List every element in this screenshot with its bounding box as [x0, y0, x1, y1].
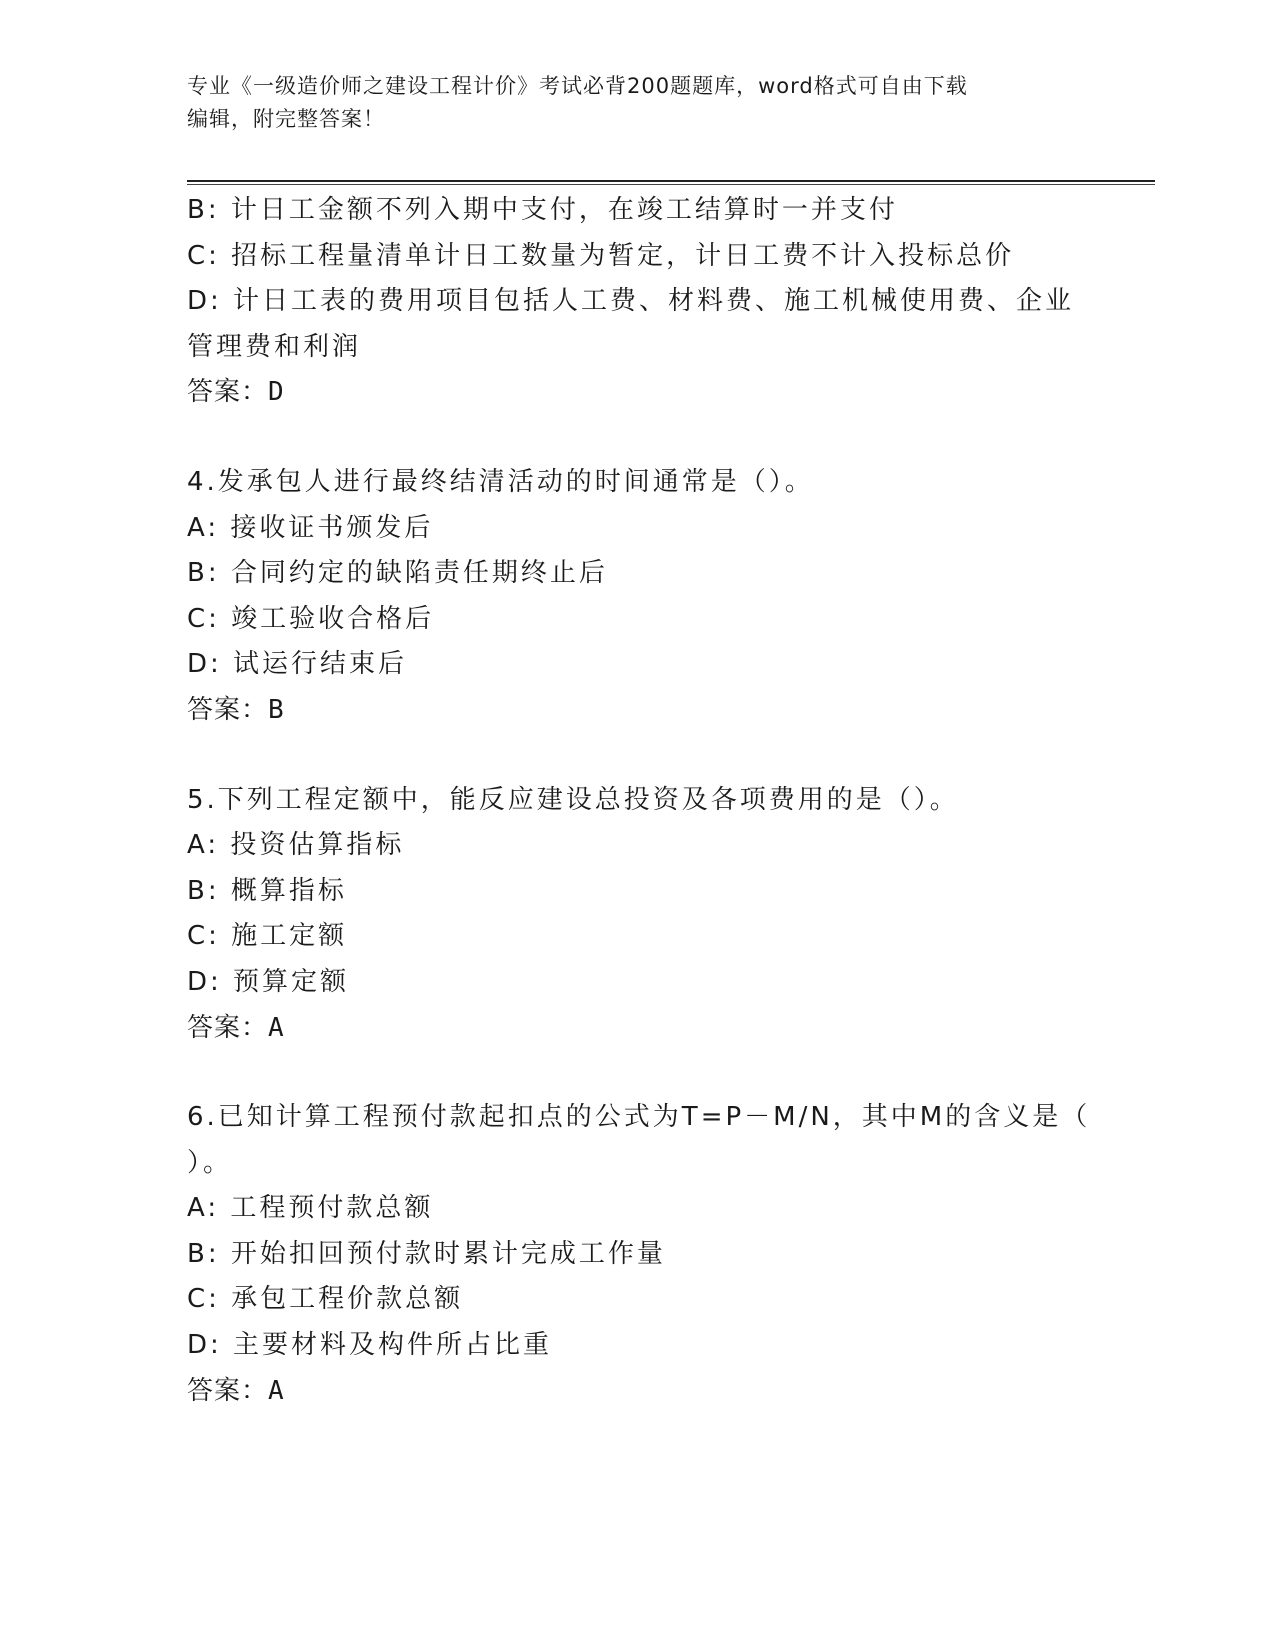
answer	[187, 1006, 1087, 1052]
header-divider-thin	[187, 184, 1155, 185]
option-b: B: 开始扣回预付款时累计完成工作量	[187, 1238, 666, 1269]
option-b: B: 计日工金额不列入期中支付，在竣工结算时一并支付	[187, 195, 898, 225]
option-d: D: 试运行结束后	[187, 649, 408, 680]
question-stem: 5.下列工程定额中，能反应建设总投资及各项费用的是（）。	[187, 784, 959, 815]
option-d-line-1: D: 计日工表的费用项目包括人工费、材料费、施工机械使用费、企业	[187, 286, 1075, 317]
question-content	[187, 188, 1091, 1414]
option-c: C: 承包工程价款总额	[187, 1284, 464, 1315]
option-a: A: 接收证书颁发后	[187, 512, 434, 543]
option-d: D: 预算定额	[187, 966, 350, 997]
option-c: C: 招标工程量清单计日工数量为暂定，计日工费不计入投标总价	[187, 240, 1015, 271]
answer-label: 答案：	[187, 1375, 269, 1406]
option-c: C: 施工定额	[187, 921, 348, 952]
option-a: A: 投资估算指标	[187, 830, 405, 861]
question-6	[187, 1095, 1091, 1414]
answer	[187, 1369, 1087, 1415]
question-stem: 4.发承包人进行最终结清活动的时间通常是（）。	[187, 466, 814, 497]
option-b: B: 概算指标	[187, 875, 347, 906]
answer-label: 答案：	[187, 694, 269, 725]
option-d: D: 主要材料及构件所占比重	[187, 1330, 553, 1361]
question-stem-line-1: 6.已知计算工程预付款起扣点的公式为T=P－M/N，其中M的含义是（	[187, 1102, 1091, 1133]
answer-label: 答案：	[187, 1012, 269, 1043]
answer	[187, 370, 1087, 416]
header-title-line-2: 编辑，附完整答案！	[187, 107, 385, 131]
answer-value: B	[268, 694, 285, 725]
option-b: B: 合同约定的缺陷责任期终止后	[187, 558, 608, 589]
option-a: A: 工程预付款总额	[187, 1193, 434, 1224]
option-d-line-2: 管理费和利润	[187, 331, 362, 362]
question-4	[187, 460, 1087, 734]
question-3-continued	[187, 188, 1087, 416]
option-c: C: 竣工验收合格后	[187, 603, 435, 634]
answer-value: A	[268, 1375, 285, 1406]
question-5	[187, 778, 1087, 1052]
answer	[187, 688, 1087, 734]
header-divider-thick	[187, 180, 1155, 182]
answer-label: 答案：	[187, 377, 269, 408]
document-header	[187, 70, 1087, 136]
answer-value: A	[268, 1012, 285, 1043]
question-stem-line-2: ）。	[187, 1147, 233, 1178]
answer-value: D	[268, 377, 285, 408]
header-title-line-1: 专业《一级造价师之建设工程计价》考试必背200题题库，word格式可自由下载	[187, 74, 968, 98]
